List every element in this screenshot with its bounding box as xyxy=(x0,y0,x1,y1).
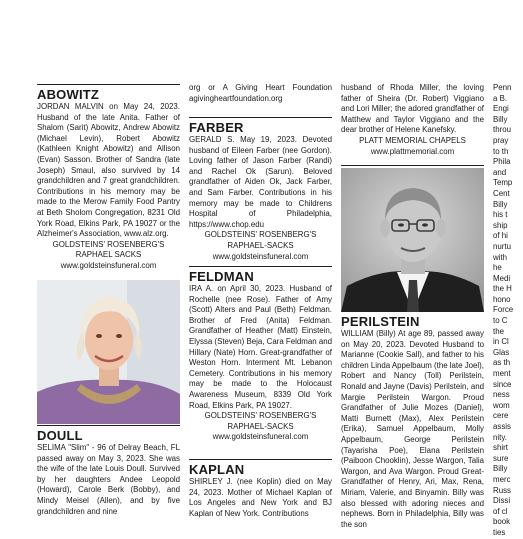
clipped-text-line: to th xyxy=(493,146,509,156)
obituary-text: WILLIAM (Billy) At age 89, passed away on May 20, 2023. Devoted Husband to Marianne (Cookie Sall), and father to his children Linda Appelbaum (the late Joel), Robert and Nancy (Toll) Perilstein, Ronald and Jayne (Davis) Perilstein, and Margie Perilstein Wargon. Proud Grandfather of Julie Mozes (Daniel), Matti Burnett (Max), Alex Perilstein (Erika), Samuel Appelbaum, Molly Appelbaum, George Perilstein (Tayarisha Poe), Elana Perilstein (Paiboon Chooklin), Jesse Wargon, Talia Wargon, and Ava Wargon. Proud Great-Grandfather of Henry, Ari, Max, Rena, Miriam, Valerie, and Binyamin. Billy was also blessed with adoring nieces and nephews. Born in Philadelphia, Billy was the son xyxy=(341,329,484,529)
obituary-name: FARBER xyxy=(189,120,244,135)
clipped-text-line: as th xyxy=(493,358,511,368)
clipped-text-line: Phila xyxy=(493,157,511,167)
clipped-text-line: Dissi xyxy=(493,496,511,506)
obituary-column-3 xyxy=(341,0,484,529)
funeral-home-website: www.goldsteinsfuneral.com xyxy=(212,251,309,261)
obituary-text: SHIRLEY J. (nee Koplin) died on May 24, 2023. Mother of Michael Kaplan of Los Angeles and New York and BJ Kaplan of New York. Contributions xyxy=(189,477,332,518)
clipped-text-line: ness xyxy=(493,390,510,400)
section-rule xyxy=(189,459,332,460)
clipped-text-line: Force xyxy=(493,305,514,315)
obituary-text: SELIMA "Slim" - 96 of Delray Beach, FL passed away on May 3, 2023. She was the wife of the late Louis Doull. Survived by her daughters Andee Leopold (Howard), Carole Berk (Bobby), and Mindy Meisel (Allen), and by five grandchildren and nine xyxy=(37,443,180,516)
clipped-text-line: assis xyxy=(493,422,511,431)
clipped-text-line: ties xyxy=(493,527,506,537)
funeral-home-name: GOLDSTEINS' ROSENBERG'S RAPHAEL-SACKS xyxy=(204,230,317,250)
clipped-text-line: in Cl xyxy=(493,337,509,347)
continuation-text: org or A Giving Heart Foundation agivingheartfoundation.org xyxy=(189,83,332,103)
clipped-text-line: ship xyxy=(493,220,508,230)
funeral-home-website: www.goldsteinsfuneral.com xyxy=(212,432,309,442)
clipped-text-line: and xyxy=(493,167,507,177)
clipped-text-line: Glas xyxy=(493,347,510,357)
clipped-text-line: Medi xyxy=(493,273,511,283)
obituary-text: IRA A. on April 30, 2023. Husband of Rochelle (nee Rose). Father of Amy (Scott) Alters and Paul (Beth) Feldman. Brother of Fred (Anita) Feldman. Grandfather of Heather (Matt) Einstein, Elyssa (Steven) Beja, Cara Feldman and Hillary (Nate) Horn. Great-grandfather of Weston Horn. Interment Mt. Lebanon Cemetery. Contributions in his memory may be made to the Holocaust Awareness Museum, 8339 Old York Road, Elkins Park, PA 19027. xyxy=(189,284,332,410)
clipped-text-line: Billy xyxy=(493,464,508,474)
section-rule xyxy=(189,117,332,118)
clipped-text-line: to C xyxy=(493,316,508,326)
clipped-text-line: with xyxy=(493,252,508,262)
clipped-text-line: the xyxy=(493,326,504,336)
clipped-text-line: Billy xyxy=(493,199,508,209)
clipped-text-line: hono xyxy=(493,294,511,304)
clipped-text-line: Penn xyxy=(493,83,512,92)
clipped-text-line: of hi xyxy=(493,231,508,241)
clipped-text-line: nurtu xyxy=(493,241,511,251)
clipped-text-line: Billy xyxy=(493,114,508,124)
obituary-text: GERALD S. May 19, 2023. Devoted husband of Eileen Farber (nee Gordon). Loving father of Jason Farber (Randi) and Rachel Ok (Sarun). Beloved grandfather of Aiden Ok, Jack Farber, and Sam Farber. Contributions in his memory may be made to Childrens Hospital of Philadelphia, https://www.chop.edu xyxy=(189,135,332,229)
obituary-text: JORDAN MALVIN on May 24, 2023. Husband of the late Anita. Father of Shalom (Sarit) Abowitz, Andrew Abowitz (Michael Levin), Robert Abowitz (Kathleen Knight Abowitz) and Allison (Evan) Sasson. Brother of Sandra (late Joseph) Smaul, also survived by 14 grandchildren and 7 great grandchildren. Contributions in his memory may be made to the Merow Family Food Pantry at Beth Sholom Congregation, 8231 Old York Road, Elkins Park, PA 19027 or the Alzheimer's Association, www.alz.org. xyxy=(37,102,180,239)
clipped-text-line: since xyxy=(493,379,512,389)
clipped-text-line: merc xyxy=(493,474,511,484)
clipped-text-line: a B. xyxy=(493,93,508,103)
obituary-photo-woman xyxy=(37,280,180,424)
funeral-home-name: GOLDSTEINS' ROSENBERG'S RAPHAEL SACKS xyxy=(52,239,165,260)
clipped-text-line: shirt xyxy=(493,443,508,453)
clipped-text-line: nity. xyxy=(493,432,507,442)
obituary-name: DOULL xyxy=(37,428,83,443)
section-rule xyxy=(37,425,180,426)
obituary-name: FELDMAN xyxy=(189,269,254,284)
obituary-name: ABOWITZ xyxy=(37,87,100,102)
clipped-text-line: of cl xyxy=(493,506,508,516)
clipped-text-lines xyxy=(493,83,523,539)
clipped-text-line: Cent xyxy=(493,188,510,198)
clipped-text-line: Russ xyxy=(493,485,511,495)
section-rule xyxy=(341,165,484,166)
clipped-text-line: Engi xyxy=(493,104,509,114)
funeral-home-website: www.goldsteinsfuneral.com xyxy=(60,260,157,270)
obituary-column-2 xyxy=(189,0,332,518)
obituary-column-1 xyxy=(37,0,180,516)
obituary-name: PERILSTEIN xyxy=(341,314,420,329)
funeral-home-website: www.plattmemorial.com xyxy=(370,146,455,156)
obituary-photo-man xyxy=(341,168,484,312)
section-rule xyxy=(37,84,180,85)
clipped-text-line: throu xyxy=(493,125,511,135)
obituary-name: KAPLAN xyxy=(189,462,245,477)
funeral-home-name: GOLDSTEINS' ROSENBERG'S RAPHAEL-SACKS xyxy=(204,411,317,431)
clipped-text-line: the H xyxy=(493,284,512,294)
clipped-text-line: book xyxy=(493,517,511,527)
clipped-text-line: ment xyxy=(493,369,511,379)
obituary-column-4-clipped xyxy=(493,0,523,537)
section-rule xyxy=(189,266,332,267)
clipped-text-line: his t xyxy=(493,210,508,220)
clipped-text-line: cere xyxy=(493,411,509,421)
clipped-text-line: pray xyxy=(493,135,509,145)
continuation-text: husband of Rhoda Miller, the loving father of Sheira (Dr. Robert) Viggiano and Lori Miller; the adored grandfather of Matthew and Taylor Viggiano and the dear brother of Helene Kanefsky. xyxy=(341,83,484,135)
funeral-home-name: PLATT MEMORIAL CHAPELS xyxy=(359,135,466,145)
clipped-text-line: sure xyxy=(493,453,509,463)
clipped-text-line: Temp xyxy=(493,178,513,188)
clipped-text-line: wom xyxy=(493,400,510,410)
clipped-text-line: he xyxy=(493,263,502,273)
